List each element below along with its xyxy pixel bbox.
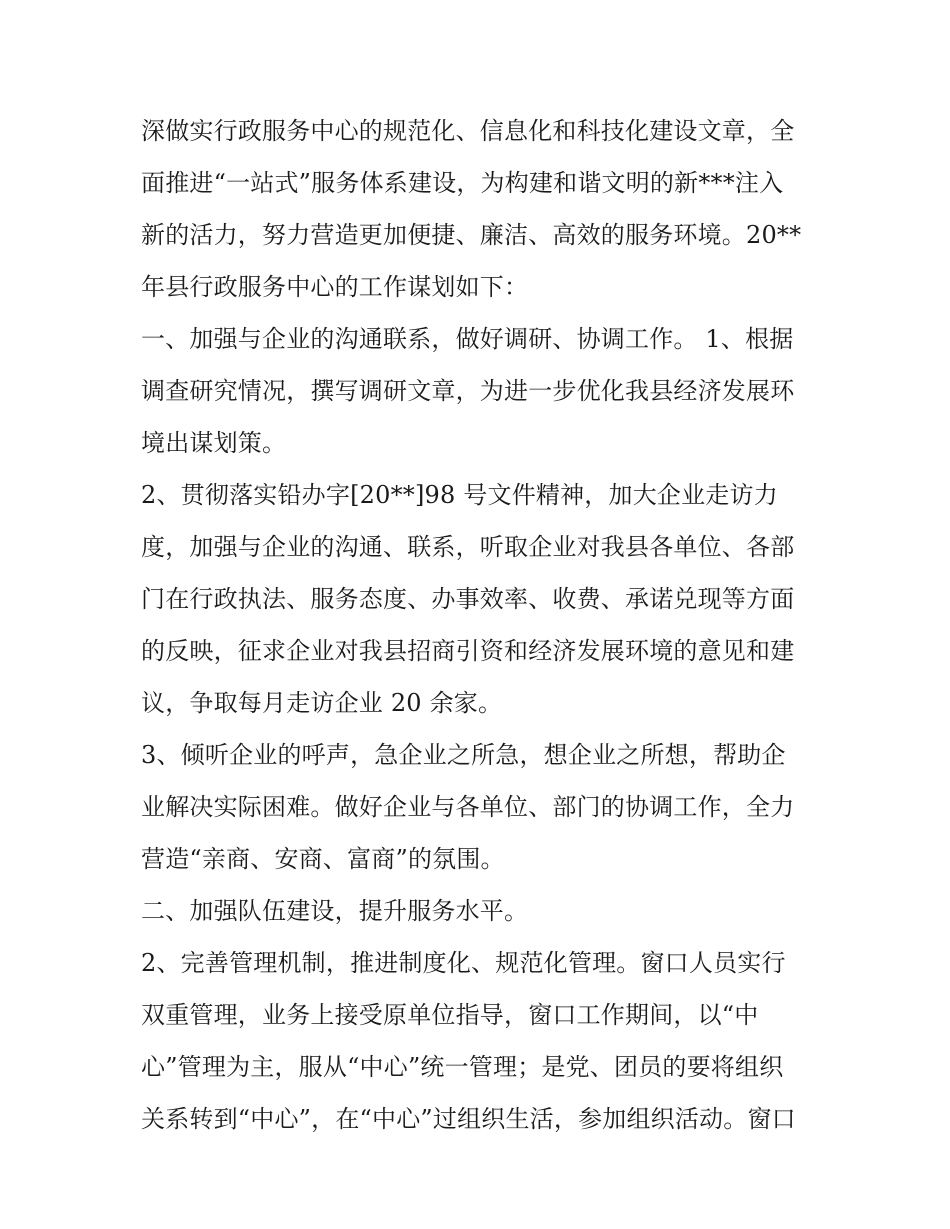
text-line: 面推进“一站式”服务体系建设，为构建和谐文明的新***注入 (141, 169, 784, 197)
text-line: 的反映，征求企业对我县招商引资和经济发展环境的意见和建 (141, 637, 795, 665)
section-heading-line: 二、加强队伍建设，提升服务水平。 (141, 897, 529, 925)
text-line: 议，争取每月走访企业 20 余家。 (141, 689, 503, 717)
text-line: 深做实行政服务中心的规范化、信息化和科技化建设文章，全 (141, 117, 795, 145)
text-line: 境出谋划策。 (141, 429, 287, 457)
section-heading-line: 一、加强与企业的沟通联系，做好调研、协调工作。 1、根据 (141, 325, 794, 353)
document-body (141, 105, 813, 1145)
text-line: 新的活力，努力营造更加便捷、廉洁、高效的服务环境。20** (141, 221, 802, 249)
text-line: 3、倾听企业的呼声，急企业之所急，想企业之所想，帮助企 (141, 741, 786, 769)
text-line: 2、完善管理机制，推进制度化、规范化管理。窗口人员实行 (141, 949, 786, 977)
text-line: 关系转到“中心”，在“中心”过组织生活，参加组织活动。窗口 (141, 1105, 796, 1133)
text-line: 调查研究情况，撰写调研文章，为进一步优化我县经济发展环 (141, 377, 795, 405)
text-line: 年县行政服务中心的工作谋划如下： (141, 273, 529, 301)
text-line: 2、贯彻落实铅办字[20**]98 号文件精神，加大企业走访力 (141, 481, 778, 509)
text-line: 业解决实际困难。做好企业与各单位、部门的协调工作，全力 (141, 793, 795, 821)
text-line: 营造“亲商、安商、富商”的氛围。 (141, 845, 505, 873)
text-line: 双重管理，业务上接受原单位指导，窗口工作期间，以“中 (141, 1001, 759, 1029)
text-line: 心”管理为主，服从“中心”统一管理；是党、团员的要将组织 (141, 1053, 784, 1081)
text-line: 门在行政执法、服务态度、办事效率、收费、承诺兑现等方面 (141, 585, 795, 613)
text-line: 度，加强与企业的沟通、联系，听取企业对我县各单位、各部 (141, 533, 795, 561)
